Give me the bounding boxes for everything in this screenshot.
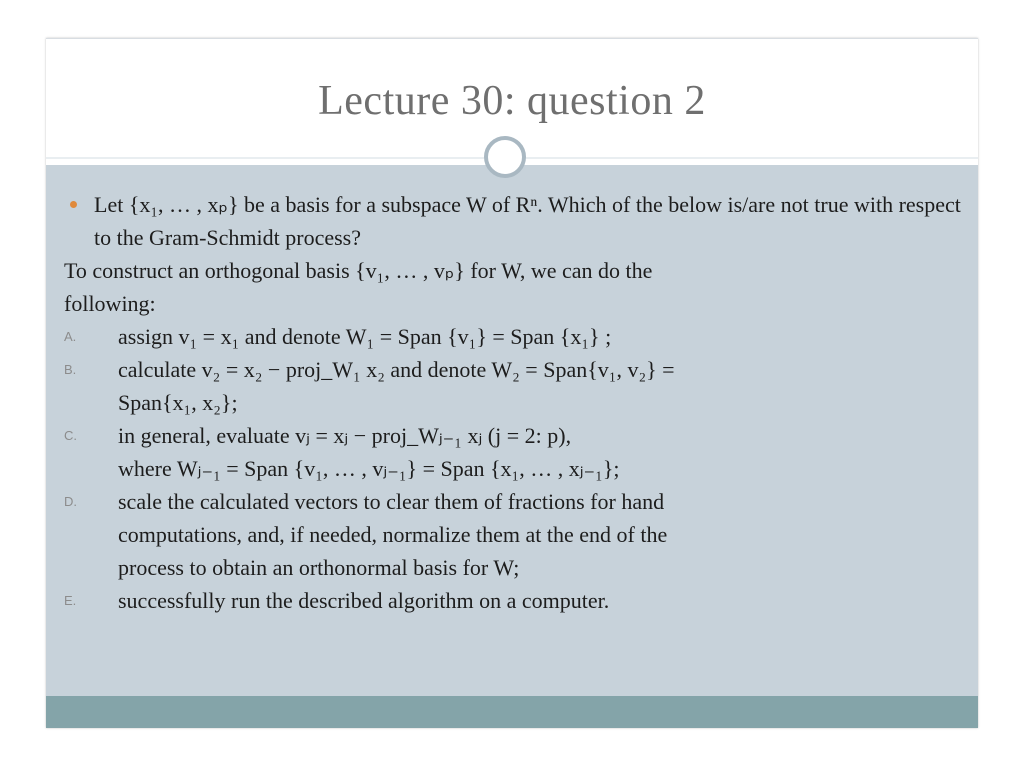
bullet-dot-icon	[70, 201, 77, 208]
option-b-line-2: Span{x₁, x₂};	[118, 390, 238, 415]
bottom-bar	[46, 696, 978, 728]
option-letter: B.	[64, 362, 77, 377]
option-a-line-1: assign v₁ = x₁ and denote W₁ = Span {v₁} = Span {x₁} ;	[118, 324, 612, 349]
lead-line-2: following:	[64, 291, 156, 316]
option-e	[64, 584, 964, 617]
option-a	[64, 320, 964, 353]
option-c-line-2: where Wⱼ₋₁ = Span {v₁, … , vⱼ₋₁} = Span {x₁, … , xⱼ₋₁};	[118, 456, 620, 481]
option-letter: E.	[64, 593, 77, 608]
lead-line-1: To construct an orthogonal basis {v₁, … , vₚ} for W, we can do the	[64, 258, 653, 283]
option-b	[64, 353, 964, 419]
option-d	[64, 485, 964, 584]
option-d-line-3: process to obtain an orthonormal basis for W;	[118, 555, 520, 580]
option-letter: A.	[64, 329, 77, 344]
option-b-line-1: calculate v₂ = x₂ − proj_W₁ x₂ and denote W₂ = Span{v₁, v₂} =	[118, 357, 675, 382]
slide-title: Lecture 30: question 2	[318, 78, 706, 124]
option-e-line-1: successfully run the described algorithm on a computer.	[118, 588, 610, 613]
option-d-line-1: scale the calculated vectors to clear them of fractions for hand	[118, 489, 665, 514]
option-d-line-2: computations, and, if needed, normalize them at the end of the	[118, 522, 668, 547]
question-intro	[64, 188, 964, 254]
option-letter: C.	[64, 428, 77, 443]
slide	[46, 38, 978, 728]
option-letter: D.	[64, 494, 77, 509]
question-intro-text: Let {x₁, … , xₚ} be a basis for a subspace W of Rⁿ. Which of the below is/are not true with respect to the Gram-Schmidt process?	[94, 192, 961, 250]
question-body	[64, 188, 964, 617]
option-c	[64, 419, 964, 485]
circle-ornament-icon	[484, 136, 526, 178]
option-c-line-1: in general, evaluate vⱼ = xⱼ − proj_Wⱼ₋₁ xⱼ (j = 2: p),	[118, 423, 572, 448]
